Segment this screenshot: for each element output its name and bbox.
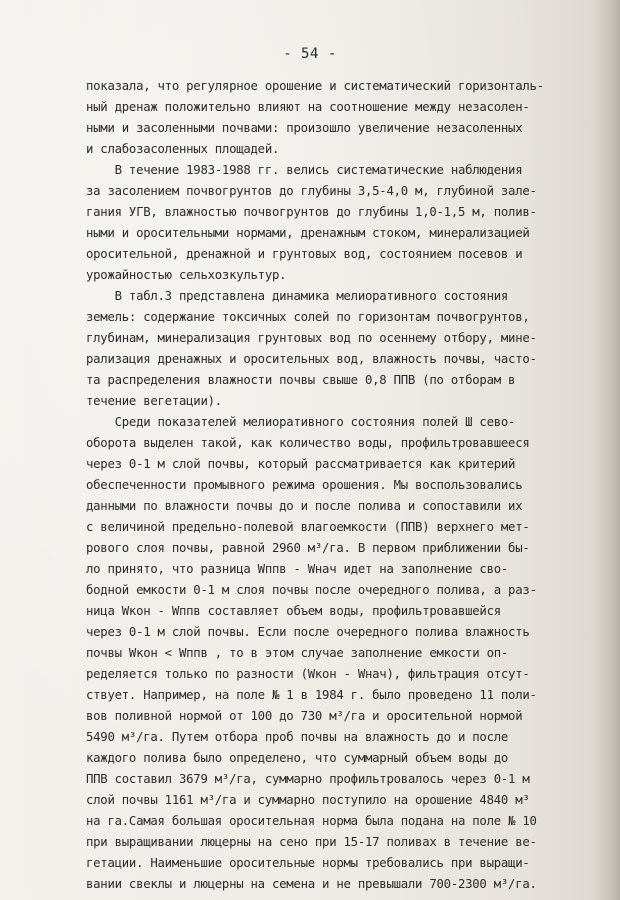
text-line: ный дренаж положительно влияют на соотношение между незасолен- <box>86 100 530 114</box>
text-line: 5490 м³/га. Путем отбора проб почвы на влажность до и после <box>86 730 509 744</box>
text-line: ница Wкон - Wппв составляет объем воды, профильтровавшейся <box>86 604 501 618</box>
text-line: через 0-1 м слой почвы, который рассматривается как критерий <box>86 457 516 471</box>
text-line: урожайностью сельхозкультур. <box>86 268 287 282</box>
text-line: на га.Самая большая оросительная норма была подана на поле № 10 <box>86 814 537 828</box>
text-line: гетации. Наименьшие оросительные нормы требовались при выращи- <box>86 856 530 870</box>
body-text <box>86 76 602 895</box>
text-line: оросительной, дренажной и грунтовых вод, состоянием посевов и <box>86 247 523 261</box>
text-line: ными и оросительными нормами, дренажным стоком, минерализацией <box>86 226 530 240</box>
text-line: с величиной предельно-полевой влагоемкости (ППВ) верхнего мет- <box>86 520 530 534</box>
text-line: ствует. Например, на поле № 1 в 1984 г. было проведено 11 поли- <box>86 688 537 702</box>
text-line: каждого полива было определено, что суммарный объем воды до <box>86 751 509 765</box>
text-line: ными и засоленными почвами: произошло увеличение незасоленных <box>86 121 523 135</box>
text-line: вов поливной нормой от 100 до 730 м³/га и оросительной нормой <box>86 709 523 723</box>
text-line: и слабозасоленных площадей. <box>86 142 280 156</box>
text-line: слой почвы 1161 м³/га и суммарно поступило на орошение 4840 м³ <box>86 793 530 807</box>
text-line: при выращивании люцерны на сено при 15-17 поливах в течение ве- <box>86 835 537 849</box>
text-line: гания УГВ, влажностью почвогрунтов до глубины 1,0-1,5 м, полив- <box>86 205 537 219</box>
text-line: оборота выделен такой, как количество воды, профильтровавшееся <box>86 436 530 450</box>
text-line: В течение 1983-1988 гг. велись систематические наблюдения <box>86 163 523 177</box>
text-line: ППВ составил 3679 м³/га, суммарно профильтровалось через 0-1 м <box>86 772 530 786</box>
text-line: земель: содержание токсичных солей по горизонтам почвогрунтов, <box>86 310 530 324</box>
text-line: ло принято, что разница Wппв - Wнач идет на заполнение сво- <box>86 562 509 576</box>
text-line: Среди показателей мелиоративного состояния полей Ш сево- <box>86 415 516 429</box>
text-line: за засолением почвогрунтов до глубины 3,5-4,0 м, глубиной зале- <box>86 184 537 198</box>
text-line: та распределения влажности почвы свыше 0,8 ППВ (по отборам в <box>86 373 516 387</box>
text-line: В табл.3 представлена динамика мелиоративного состояния <box>86 289 509 303</box>
text-line: данными по влажности почвы до и после полива и сопоставили их <box>86 499 523 513</box>
text-line: через 0-1 м слой почвы. Если после очередного полива влажность <box>86 625 530 639</box>
page-number: - 54 - <box>283 46 337 62</box>
text-line: вании свеклы и люцерны на семена и не превышали 700-2300 м³/га. <box>86 877 537 891</box>
text-line: почвы Wкон < Wппв , то в этом случае заполнение емкости оп- <box>86 646 509 660</box>
text-line: течение вегетации). <box>86 394 222 408</box>
text-line: бодной емкости 0-1 м слоя почвы после очередного полива, а раз- <box>86 583 537 597</box>
text-line: рового слоя почвы, равной 2960 м³/га. В первом приближении бы- <box>86 541 530 555</box>
text-line: показала, что регулярное орошение и сиcтематический горизонталь- <box>86 79 544 93</box>
text-line: глубинам, минерализация грунтовых вод по осеннему отбору, мине- <box>86 331 537 345</box>
text-line: обеспеченности промывного режима орошения. Мы воспользовались <box>86 478 523 492</box>
text-line: рализация дренажных и оросительных вод, влажность почвы, часто- <box>86 352 537 366</box>
text-line: ределяется только по разности (Wкон - Wнач), фильтрация отсут- <box>86 667 530 681</box>
